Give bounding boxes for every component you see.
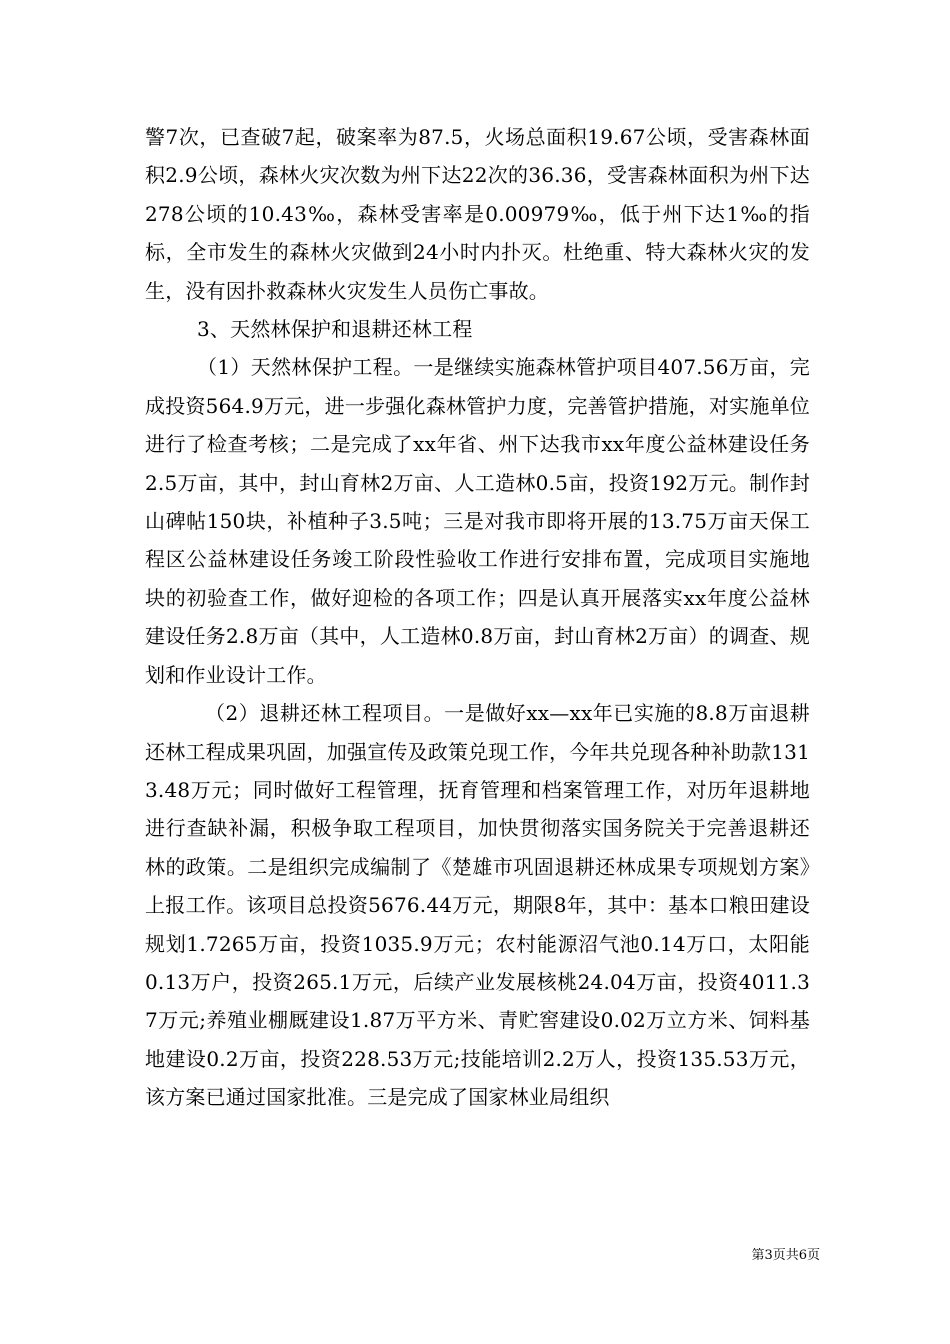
page-number-footer: 第3页共6页: [751, 1248, 820, 1263]
paragraph-returning-farmland: （2）退耕还林工程项目。一是做好xx—xx年已实施的8.8万亩退耕还林工程成果巩固，加强宣传及政策兑现工作，今年共兑现各种补助款1313.48万元；同时做好工程管理，抚育管理和档案管理工作，对历年退耕地进行查缺补漏，积极争取工程项目，加快贯彻落实国务院关于完善退耕还林的政策。二是组织完成编制了《楚雄市巩固退耕还林成果专项规划方案》上报工作。该项目总投资5676.44万元，期限8年，其中：基本口粮田建设规划1.7265万亩，投资1035.9万元；农村能源沼气池0.14万口，太阳能0.13万户，投资265.1万元，后续产业发展核桃24.04万亩，投资4011.37万元;养殖业棚厩建设1.87万平方米、青贮窖建设0.02万立方米、饲料基地建设0.2万亩，投资228.53万元;技能培训2.2万人，投资135.53万元，该方案已通过国家批准。三是完成了国家林业局组织: [145, 701, 810, 1110]
paragraph-fire-statistics: 警7次，已查破7起，破案率为87.5，火场总面积19.67公顷，受害森林面积2.9公顷，森林火灾次数为州下达22次的36.36，受害森林面积为州下达278公顷的10.43‰，森林受害率是0.00979‰，低于州下达1‰的指标，全市发生的森林火灾做到24小时内扑灭。杜绝重、特大森林火灾的发生，没有因扑救森林火灾发生人员伤亡事故。: [145, 125, 810, 303]
section-heading-natural-forest: 3、天然林保护和退耕还林工程: [197, 317, 473, 342]
document-body: [145, 118, 810, 1117]
paragraph-natural-forest-protection: （1）天然林保护工程。一是继续实施森林管护项目407.56万亩，完成投资564.9万元，进一步强化森林管护力度，完善管护措施，对实施单位进行了检查考核；二是完成了xx年省、州下达我市xx年度公益林建设任务2.5万亩，其中，封山育林2万亩、人工造林0.5亩，投资192万元。制作封山碑帖150块，补植种子3.5吨；三是对我市即将开展的13.75万亩天保工程区公益林建设任务竣工阶段性验收工作进行安排布置，完成项目实施地块的初验查工作，做好迎检的各项工作；四是认真开展落实xx年度公益林建设任务2.8万亩（其中，人工造林0.8万亩，封山育林2万亩）的调查、规划和作业设计工作。: [145, 355, 810, 687]
